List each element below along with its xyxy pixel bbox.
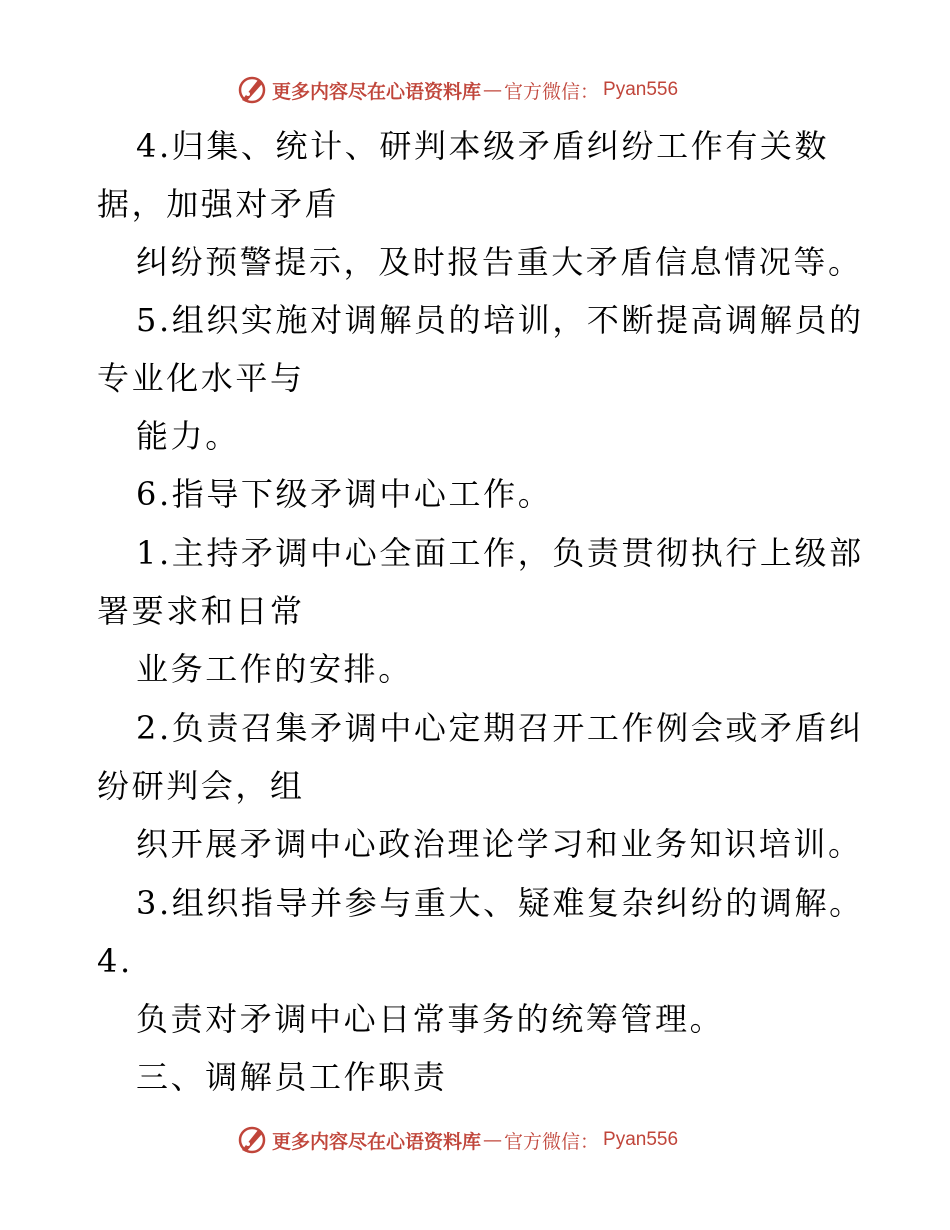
wechat-label: 官方微信： — [504, 1130, 600, 1153]
quill-circle-icon — [236, 1124, 268, 1156]
body-line: 纷研判会，组 — [97, 767, 305, 805]
wechat-id: Pyan556 — [603, 79, 679, 100]
promo-text: 更多内容尽在心语资料库 — [272, 1130, 482, 1153]
separator: — — [483, 79, 503, 101]
body-line: 3.组织指导并参与重大、疑难复杂纠纷的调解。 — [136, 884, 864, 922]
body-line: 据，加强对矛盾 — [97, 185, 340, 223]
body-line: 三、调解员工作职责 — [136, 1058, 448, 1096]
body-line: 5.组织实施对调解员的培训，不断提高调解员的 — [136, 301, 864, 339]
body-line: 4.归集、统计、研判本级矛盾纠纷工作有关数 — [136, 127, 830, 165]
body-line: 能力。 — [136, 417, 240, 455]
promo-text: 更多内容尽在心语资料库 — [272, 80, 482, 103]
body-line: 专业化水平与 — [97, 359, 305, 397]
body-line: 纠纷预警提示，及时报告重大矛盾信息情况等。 — [136, 243, 863, 281]
body-line: 负责对矛调中心日常事务的统筹管理。 — [136, 1000, 725, 1038]
watermark-banner-top — [236, 72, 716, 108]
body-line: 业务工作的安排。 — [136, 650, 413, 688]
body-line: 6.指导下级矛调中心工作。 — [136, 475, 553, 513]
separator: — — [483, 1129, 503, 1151]
watermark-banner-bottom — [236, 1122, 716, 1158]
body-line: 4. — [97, 942, 133, 980]
body-line: 1.主持矛调中心全面工作，负责贯彻执行上级部 — [136, 534, 864, 572]
wechat-label: 官方微信： — [504, 80, 600, 103]
body-line: 织开展矛调中心政治理论学习和业务知识培训。 — [136, 825, 863, 863]
body-line: 2.负责召集矛调中心定期召开工作例会或矛盾纠 — [136, 709, 864, 747]
wechat-id: Pyan556 — [603, 1129, 679, 1150]
quill-circle-icon — [236, 74, 268, 106]
body-line: 署要求和日常 — [97, 592, 305, 630]
